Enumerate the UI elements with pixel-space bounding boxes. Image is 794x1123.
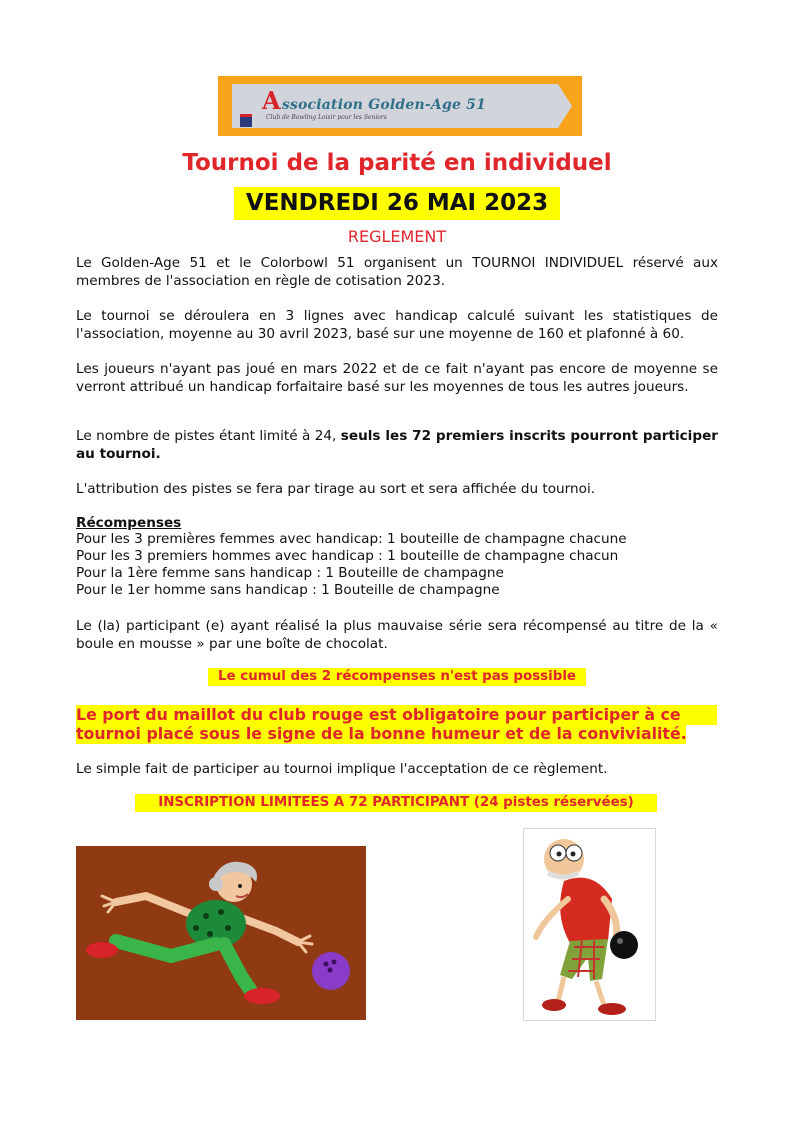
paragraph-intro: Le Golden-Age 51 et le Colorbowl 51 organisent un TOURNOI INDIVIDUEL réservé aux membres de l'association en règle de cotisation 2023. xyxy=(76,255,718,289)
recompense-item: Pour les 3 premiers hommes avec handicap : 1 bouteille de champagne chacun xyxy=(76,548,619,564)
maillot-line-1: Le port du maillot du club rouge est obligatoire pour participer à ce xyxy=(76,705,717,725)
pistes-text: Le nombre de pistes étant limité à 24, xyxy=(76,428,341,444)
logo-text xyxy=(262,86,486,115)
paragraph-forfait: Les joueurs n'ayant pas joué en mars 2022 et de ce fait n'ayant pas encore de moyenne se verront attribué un handicap forfaitaire basé sur les moyennes de tous les autres joueurs. xyxy=(76,361,718,395)
cumul-note: Le cumul des 2 récompenses n'est pas possible xyxy=(208,668,586,686)
bowling-pins-icon xyxy=(240,114,252,127)
old-man-bowling-image xyxy=(523,828,656,1021)
paragraph-pistes xyxy=(76,428,718,463)
paragraph-handicap: Le tournoi se déroulera en 3 lignes avec handicap calculé suivant les statistiques de l'association, moyenne au 30 avril 2023, basé sur une moyenne de 160 et plafonné à 60. xyxy=(76,308,718,342)
logo-arrow-shape xyxy=(558,84,572,128)
recompense-item: Pour les 3 premières femmes avec handicap: 1 bouteille de champagne chacune xyxy=(76,531,627,547)
woman-bowling-image xyxy=(76,846,366,1020)
acceptation-text: Le simple fait de participer au tournoi implique l'acceptation de ce règlement. xyxy=(76,761,608,777)
logo-initial: A xyxy=(262,86,281,115)
logo-banner xyxy=(232,84,558,128)
pistes-bold-text: seuls les 72 premiers inscrits pourront participer au tournoi. xyxy=(76,428,718,462)
logo-rest: ssociation Golden-Age 51 xyxy=(281,97,487,113)
association-logo xyxy=(218,76,582,136)
maillot-line-2: tournoi placé sous le signe de la bonne humeur et de la convivialité. xyxy=(76,724,687,743)
inscription-note: INSCRIPTION LIMITEES A 72 PARTICIPANT (24 pistes réservées) xyxy=(135,794,657,812)
reglement-heading: REGLEMENT xyxy=(347,227,447,246)
recompenses-heading: Récompenses xyxy=(76,515,182,531)
recompense-item: Pour le 1er homme sans handicap : 1 Bouteille de champagne xyxy=(76,582,500,598)
logo-subtitle: Club de Bowling Loisir pour les Seniors xyxy=(266,114,387,121)
paragraph-boule-mousse: Le (la) participant (e) ayant réalisé la plus mauvaise série sera récompensé au titre de la « boule en mousse » par une boîte de chocolat. xyxy=(76,618,718,652)
recompense-item: Pour la 1ère femme sans handicap : 1 Bouteille de champagne xyxy=(76,565,504,581)
paragraph-attribution: L'attribution des pistes se fera par tirage au sort et sera affichée du tournoi. xyxy=(76,481,596,497)
page-title: Tournoi de la parité en individuel xyxy=(182,150,612,176)
event-date: VENDREDI 26 MAI 2023 xyxy=(234,187,560,220)
